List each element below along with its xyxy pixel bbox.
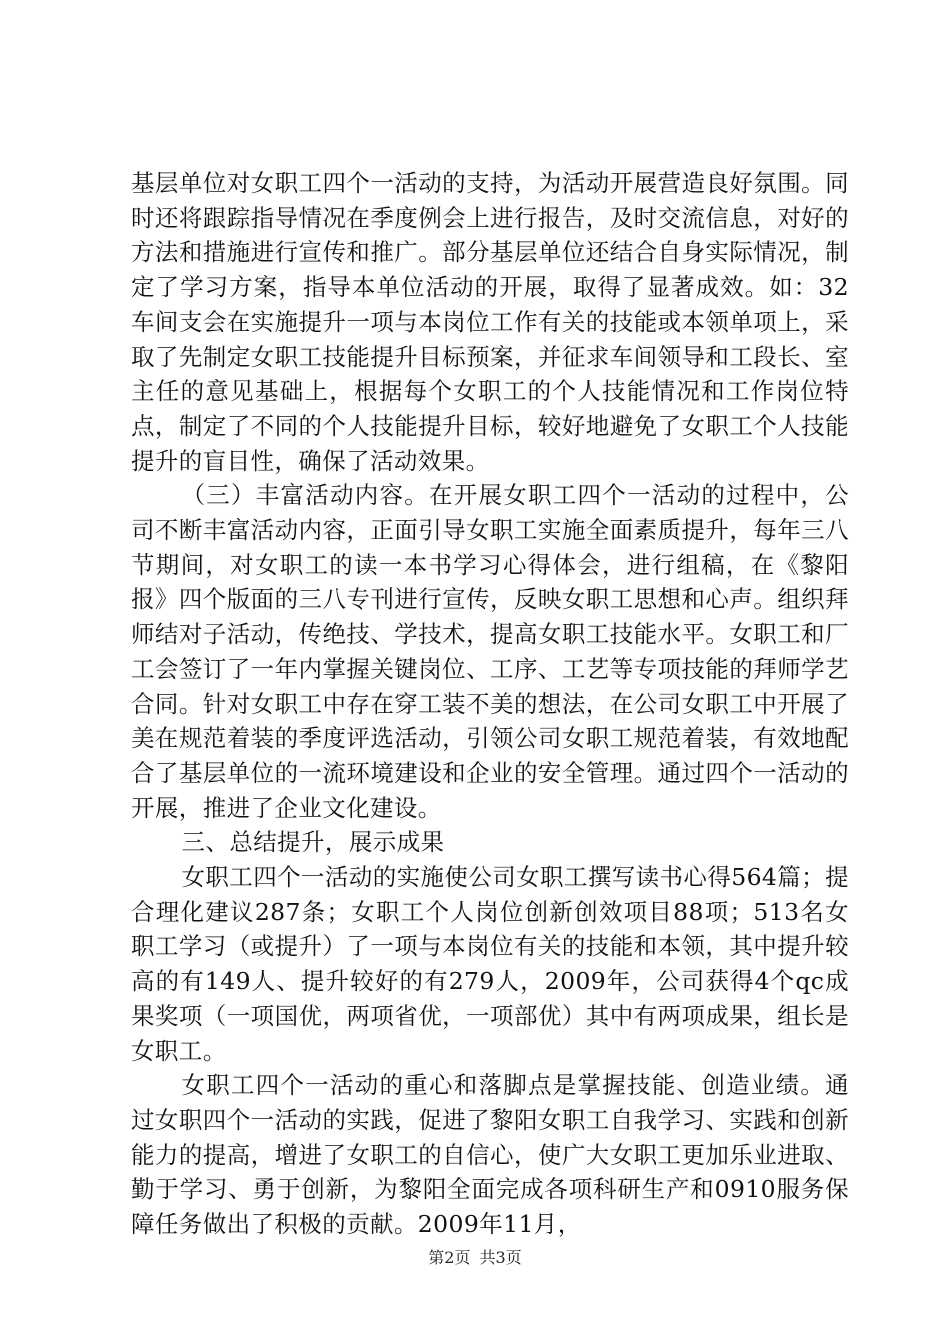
body-paragraph-3: 女职工四个一活动的实施使公司女职工撰写读书心得564篇；提合理化建议287条；女职工个人岗位创新创效项目88项；513名女职工学习（或提升）了一项与本岗位有关的技能和本领，其中提升较高的有149人、提升较好的有279人，2009年，公司获得4个qc成果奖项（一项国优，两项省优，一项部优）其中有两项成果，组长是女职工。 (131, 863, 849, 1065)
document-body (131, 166, 849, 1242)
section-heading: 三、总结提升，展示成果 (181, 828, 445, 857)
page-number: 第2页 (428, 1248, 471, 1267)
page-footer (0, 1245, 950, 1268)
body-paragraph-2: （三）丰富活动内容。在开展女职工四个一活动的过程中，公司不断丰富活动内容，正面引导女职工实施全面素质提升，每年三八节期间，对女职工的读一本书学习心得体会，进行组稿，在《黎阳报》四个版面的三八专刊进行宣传，反映女职工思想和心声。组织拜师结对子活动，传绝技、学技术，提高女职工技能水平。女职工和厂工会签订了一年内掌握关键岗位、工序、工艺等专项技能的拜师学艺合同。针对女职工中存在穿工装不美的想法，在公司女职工中开展了美在规范着装的季度评选活动，引领公司女职工规范着装，有效地配合了基层单位的一流环境建设和企业的安全管理。通过四个一活动的开展，推进了企业文化建设。 (131, 481, 849, 822)
body-paragraph-4: 女职工四个一活动的重心和落脚点是掌握技能、创造业绩。通过女职四个一活动的实践，促进了黎阳女职工自我学习、实践和创新能力的提高，增进了女职工的自信心，使广大女职工更加乐业进取、勤于学习、勇于创新，为黎阳全面完成各项科研生产和0910服务保障任务做出了积极的贡献。2009年11月， (131, 1071, 849, 1239)
page-total: 共3页 (479, 1248, 522, 1267)
body-paragraph-1: 基层单位对女职工四个一活动的支持，为活动开展营造良好氛围。同时还将跟踪指导情况在季度例会上进行报告，及时交流信息，对好的方法和措施进行宣传和推广。部分基层单位还结合自身实际情况，制定了学习方案，指导本单位活动的开展，取得了显著成效。如：32车间支会在实施提升一项与本岗位工作有关的技能或本领单项上，采取了先制定女职工技能提升目标预案，并征求车间领导和工段长、室主任的意见基础上，根据每个女职工的个人技能情况和工作岗位特点，制定了不同的个人技能提升目标，较好地避免了女职工个人技能提升的盲目性，确保了活动效果。 (131, 169, 849, 475)
